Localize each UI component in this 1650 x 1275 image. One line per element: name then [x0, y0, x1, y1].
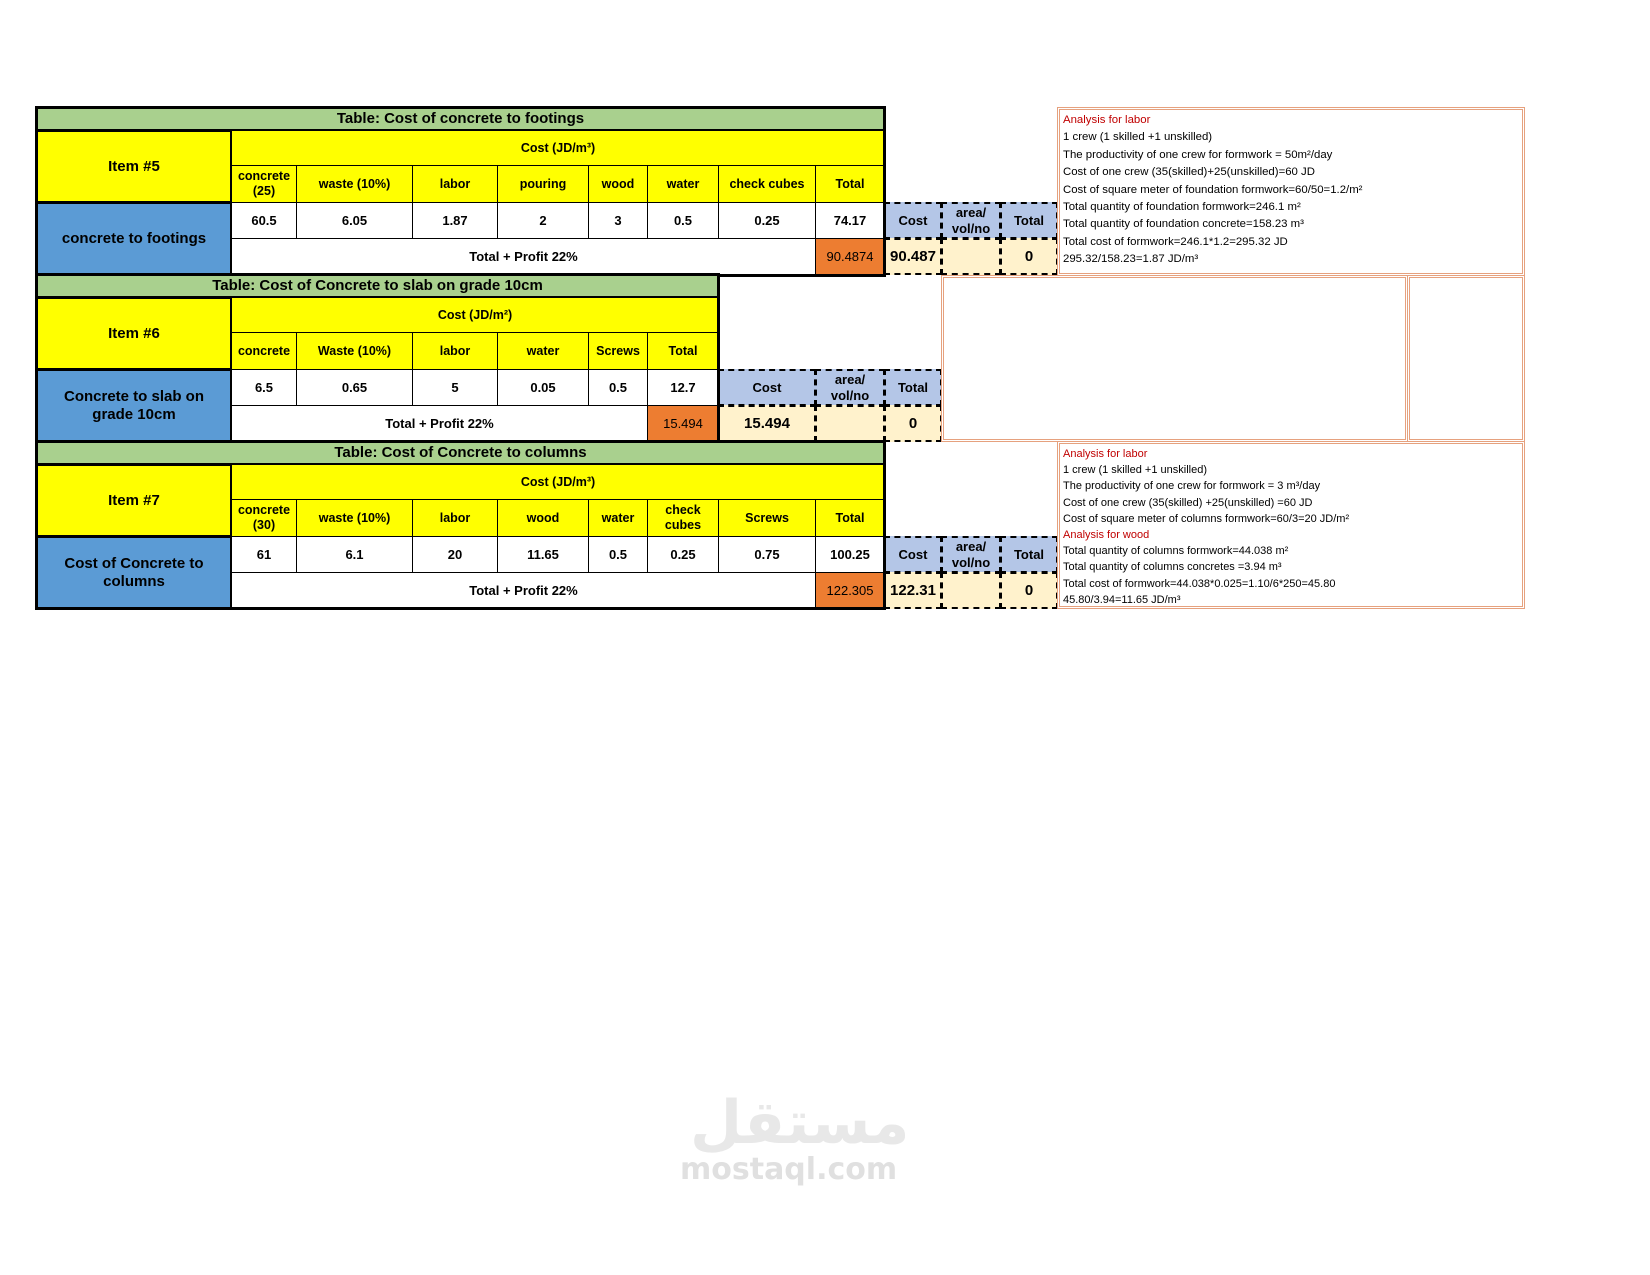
table7-col-header: water — [588, 499, 648, 537]
note-line: Analysis for labor — [1063, 448, 1148, 460]
table7-side-area-input[interactable] — [941, 572, 1001, 609]
table7-side-total-label: Total — [1000, 536, 1058, 573]
table5-profit-value: 90.4874 — [815, 238, 885, 275]
table6-col-header: labor — [412, 332, 498, 370]
table6-item-number: Item #6 — [36, 297, 232, 370]
table6-col-header: Screws — [588, 332, 648, 370]
table6-value: 0.5 — [588, 369, 648, 406]
table7-col-header: check cubes — [647, 499, 719, 537]
table7-value: 61 — [231, 536, 297, 573]
note-line: The productivity of one crew for formwork = 50m²/day — [1063, 148, 1333, 161]
table5-side-total-label: Total — [1000, 202, 1058, 239]
note-line: Total quantity of foundation formwork=246.1 m² — [1063, 201, 1301, 214]
table6-value: 6.5 — [231, 369, 297, 406]
table6-profit-value: 15.494 — [647, 405, 719, 442]
table6-col-header: Total — [647, 332, 719, 370]
note-line: 295.32/158.23=1.87 JD/m³ — [1063, 253, 1199, 266]
table5-item-number: Item #5 — [36, 130, 232, 203]
table6-value: 0.05 — [497, 369, 589, 406]
table6-value: 0.65 — [296, 369, 413, 406]
table7-profit-label: Total + Profit 22% — [231, 572, 816, 609]
note-line: Analysis for wood — [1063, 529, 1150, 542]
note-line: Cost of square meter of columns formwork=60/3=20 JD/m² — [1063, 512, 1350, 525]
table7-col-header: Total — [815, 499, 885, 537]
table5-cost-header: Cost (JD/m³) — [231, 130, 885, 166]
table5-profit-label: Total + Profit 22% — [231, 238, 816, 275]
table6-side-total-value: 0 — [884, 405, 942, 442]
empty-notes-panel — [941, 275, 1408, 442]
note-line: Cost of one crew (35(skilled)+25(unskilled)=60 JD — [1063, 166, 1315, 179]
note-line: 1 crew (1 skilled +1 unskilled) — [1063, 131, 1213, 144]
table5-value: 3 — [588, 202, 648, 239]
table5-value: 60.5 — [231, 202, 297, 239]
table6-col-header: concrete — [231, 332, 297, 370]
table7-col-header: wood — [497, 499, 589, 537]
empty-notes-panel-right — [1407, 275, 1525, 442]
table6-cost-header: Cost (JD/m²) — [231, 297, 719, 333]
table5-title: Table: Cost of concrete to footings — [36, 107, 885, 131]
note-line: Cost of one crew (35(skilled) +25(unskilled) =60 JD — [1063, 496, 1313, 509]
table5-col-header: pouring — [497, 165, 589, 203]
table7-col-header: waste (10%) — [296, 499, 413, 537]
table6-side-cost-label: Cost — [718, 369, 816, 406]
table7-item-number: Item #7 — [36, 464, 232, 537]
table5-col-header: waste (10%) — [296, 165, 413, 203]
note-line: 1 crew (1 skilled +1 unskilled) — [1063, 464, 1207, 477]
table7-value: 6.1 — [296, 536, 413, 573]
table5-col-header: labor — [412, 165, 498, 203]
table6-value: 5 — [412, 369, 498, 406]
table7-side-cost-label: Cost — [884, 536, 942, 573]
note-line: The productivity of one crew for formwork = 3 m³/day — [1063, 480, 1321, 493]
note-line: Total quantity of columns formwork=44.038 m² — [1063, 545, 1289, 558]
table5-value: 6.05 — [296, 202, 413, 239]
watermark-logo-latin: mostaql.com — [680, 1152, 898, 1187]
table7-value: 0.25 — [647, 536, 719, 573]
table7-cost-header: Cost (JD/m³) — [231, 464, 885, 500]
table7-col-header: concrete (30) — [231, 499, 297, 537]
note-line: Total quantity of columns concretes =3.94 m³ — [1063, 561, 1282, 574]
note-line: Analysis for labor — [1063, 114, 1151, 126]
table6-description: Concrete to slab on grade 10cm — [36, 369, 232, 442]
table5-col-header: Total — [815, 165, 885, 203]
table5-value: 2 — [497, 202, 589, 239]
table7-side-area-label: area/ vol/no — [941, 536, 1001, 573]
table7-side-cost-value: 122.31 — [884, 572, 942, 609]
table7-col-header: Screws — [718, 499, 816, 537]
note-line: Total cost of formwork=246.1*1.2=295.32 JD — [1063, 235, 1288, 248]
table6-side-area-label: area/ vol/no — [815, 369, 885, 406]
table5-side-area-label: area/ vol/no — [941, 202, 1001, 239]
table5-side-cost-value: 90.487 — [884, 238, 942, 275]
table6-side-total-label: Total — [884, 369, 942, 406]
table6-total-value: 12.7 — [647, 369, 719, 406]
table5-value: 0.25 — [718, 202, 816, 239]
table6-side-area-input[interactable] — [815, 405, 885, 442]
table5-description: concrete to footings — [36, 202, 232, 275]
table7-value: 0.75 — [718, 536, 816, 573]
note-line: Cost of square meter of foundation formwork=60/50=1.2/m² — [1063, 183, 1363, 196]
watermark-logo-arabic: مستقل — [690, 1088, 910, 1158]
labor-analysis-notes-columns — [1057, 441, 1525, 609]
table5-col-header: check cubes — [718, 165, 816, 203]
table7-value: 0.5 — [588, 536, 648, 573]
table5-side-total-value: 0 — [1000, 238, 1058, 275]
table7-value: 20 — [412, 536, 498, 573]
table7-value: 11.65 — [497, 536, 589, 573]
table5-col-header: wood — [588, 165, 648, 203]
table6-title: Table: Cost of Concrete to slab on grade 10cm — [36, 274, 719, 298]
table6-profit-label: Total + Profit 22% — [231, 405, 648, 442]
table6-side-cost-value: 15.494 — [718, 405, 816, 442]
note-line: 45.80/3.94=11.65 JD/m³ — [1063, 593, 1181, 606]
table7-col-header: labor — [412, 499, 498, 537]
labor-analysis-notes-footings — [1057, 107, 1525, 276]
table5-value: 0.5 — [647, 202, 719, 239]
table5-col-header: water — [647, 165, 719, 203]
table5-side-cost-label: Cost — [884, 202, 942, 239]
table6-col-header: water — [497, 332, 589, 370]
table5-total-value: 74.17 — [815, 202, 885, 239]
table6-col-header: Waste (10%) — [296, 332, 413, 370]
note-line: Total quantity of foundation concrete=158.23 m³ — [1063, 218, 1304, 231]
table7-side-total-value: 0 — [1000, 572, 1058, 609]
table5-value: 1.87 — [412, 202, 498, 239]
table7-title: Table: Cost of Concrete to columns — [36, 441, 885, 465]
table5-side-area-input[interactable] — [941, 238, 1001, 275]
table7-profit-value: 122.305 — [815, 572, 885, 609]
table7-total-value: 100.25 — [815, 536, 885, 573]
table5-col-header: concrete (25) — [231, 165, 297, 203]
note-line: Total cost of formwork=44.038*0.025=1.10/6*250=45.80 — [1063, 577, 1336, 590]
table7-description: Cost of Concrete to columns — [36, 536, 232, 609]
